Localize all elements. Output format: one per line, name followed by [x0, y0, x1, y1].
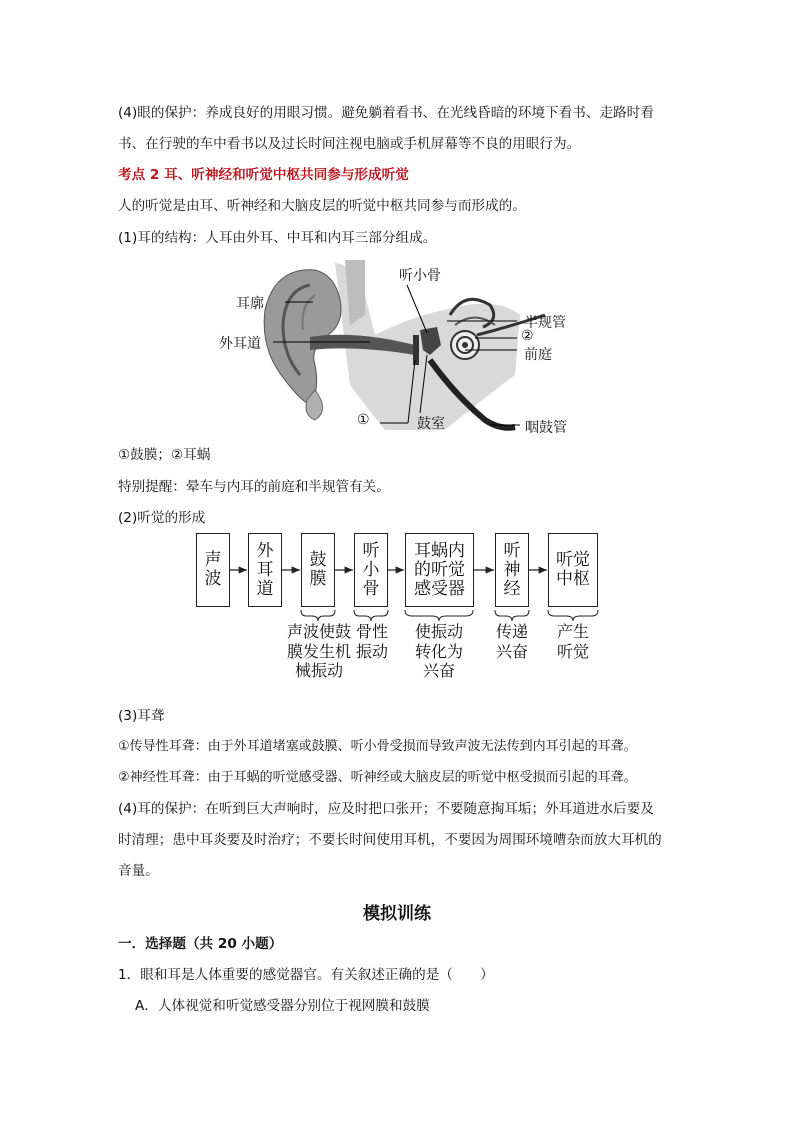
reminder-text: 特别提醒：晕车与内耳的前庭和半规管有关。 — [118, 479, 390, 495]
brace-eardrum — [301, 610, 335, 621]
hearing-intro: 人的听觉是由耳、听神经和大脑皮层的听觉中枢共同参与而形成的。 — [118, 198, 526, 214]
question-1: 1．眼和耳是人体重要的感觉器官。有关叙述正确的是（ ） — [118, 967, 494, 983]
flow-box-label: 听小骨 — [362, 540, 380, 599]
label-vestibule: 前庭 — [524, 347, 552, 363]
ear-protection-line-1: (4)耳的保护：在听到巨大声响时，应及时把口张开；不要随意掏耳垢；外耳道进水后要及 — [118, 801, 654, 817]
question-1-option-a: A．人体视觉和听觉感受器分别位于视网膜和鼓膜 — [135, 998, 430, 1014]
label-auricle: 耳廓 — [236, 296, 264, 312]
brace-nerve — [495, 610, 529, 621]
section-title: 考点 2 耳、听神经和听觉中枢共同参与形成听觉 — [118, 167, 409, 183]
brace-ossicles — [354, 610, 388, 621]
ear-protection-line-2: 时清理；患中耳炎要及时治疗；不要长时间使用耳机，不要因为周围环境嘈杂而放大耳机的 — [118, 832, 662, 848]
flow-box-label: 听神经 — [503, 540, 521, 599]
eye-protection-line-2: 书、在行驶的车中看书以及过长时间注视电脑或手机屏幕等不良的用眼行为。 — [118, 136, 581, 152]
ear-protection-line-3: 音量。 — [118, 863, 159, 879]
neural-deafness: ②神经性耳聋：由于耳蜗的听觉感受器、听神经或大脑皮层的听觉中枢受损而引起的耳聋。 — [118, 770, 637, 785]
practice-heading: 模拟训练 — [363, 904, 431, 924]
practice-section: 一．选择题（共 20 小题） — [118, 936, 283, 952]
flow-box-label: 外耳道 — [256, 540, 274, 599]
note-ossicles: 骨性振动 — [355, 622, 388, 661]
label-semicircular: 半规管 — [524, 315, 566, 331]
flow-box-label: 听觉中枢 — [556, 550, 590, 589]
note-receptor: 使振动转化为兴奋 — [414, 622, 463, 680]
flow-box-label: 鼓膜 — [309, 550, 327, 589]
hearing-formation-title: (2)听觉的形成 — [118, 510, 206, 526]
eye-protection-line-1: (4)眼的保护：养成良好的用眼习惯。避免躺着看书、在光线昏暗的环境下看书、走路时看 — [118, 105, 654, 121]
note-eardrum: 声波使鼓膜发生机械振动 — [286, 622, 351, 680]
answer-text: ①鼓膜；②耳蜗 — [118, 447, 211, 463]
flow-box-label: 声波 — [204, 550, 222, 589]
flow-box-label: 耳蜗内的听觉感受器 — [414, 540, 465, 599]
label-tympanic-cavity: 鼓室 — [417, 416, 445, 432]
label-eardrum-marker: ① — [357, 412, 370, 428]
label-ear-canal: 外耳道 — [219, 336, 261, 352]
deafness-title: (3)耳聋 — [118, 708, 165, 724]
brace-receptor — [405, 610, 473, 621]
note-center: 产生听觉 — [556, 622, 589, 661]
label-ossicles: 听小骨 — [399, 268, 441, 284]
label-eustachian: 咽鼓管 — [525, 420, 567, 436]
ear-structure-text: (1)耳的结构：人耳由外耳、中耳和内耳三部分组成。 — [118, 230, 437, 246]
brace-center — [548, 610, 598, 621]
note-nerve: 传递兴奋 — [495, 622, 528, 661]
conductive-deafness: ①传导性耳聋：由于外耳道堵塞或鼓膜、听小骨受损而导致声波无法传到内耳引起的耳聋。 — [118, 739, 637, 754]
label-cochlea-marker: ② — [521, 328, 534, 344]
